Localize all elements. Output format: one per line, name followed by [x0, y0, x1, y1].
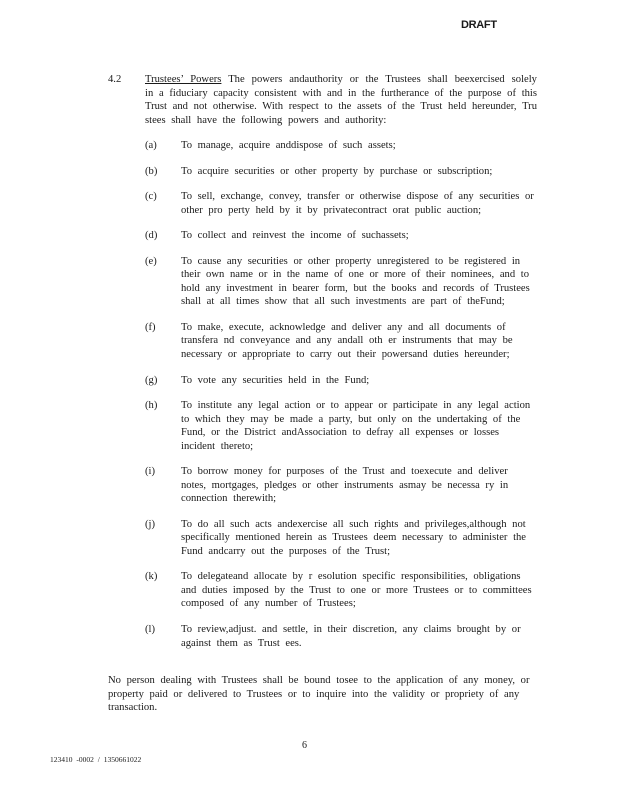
document-id: 123410 -0002 / 1350661022	[50, 755, 142, 764]
item-label: (i)	[145, 466, 155, 478]
list-item	[145, 190, 537, 217]
list-item	[145, 465, 537, 506]
item-text: To vote any securities held in the Fund;	[181, 374, 370, 386]
list-item	[145, 399, 537, 453]
item-label: (c)	[145, 191, 157, 203]
item-text: To sell, exchange, convey, transfer or otherwise dispose of any securities or other pro perty held by it by privatecontract orat public auction;	[181, 191, 534, 216]
section-intro-text: The powers andauthority or the Trustees shall beexercised solely in a fiduciary capacity consistent with and in the furtherance of the purpose of this Trust and not otherwise. With respect to the assets of the Trust held hereunder, Tru stees shall have the following powers and authority:	[145, 74, 537, 126]
list-item	[145, 374, 537, 388]
list-item	[145, 321, 537, 362]
list-item	[145, 139, 537, 153]
item-text: To institute any legal action or to appear or participate in any legal action to which they may be made a party, but only on the undertaking of the Fund, or the District andAssociation to defray all expenses or losses incident thereto;	[181, 400, 531, 452]
page-number: 6	[302, 740, 307, 751]
list-item	[145, 623, 537, 650]
list-item	[145, 570, 537, 611]
item-label: (f)	[145, 321, 156, 333]
item-text: To delegateand allocate by r esolution specific responsibilities, obligations and duties imposed by the Trust to one or more Trustees or to committees composed of any number of Trustees;	[181, 571, 532, 610]
section-title: Trustees’ Powers	[145, 74, 222, 85]
item-label: (a)	[145, 140, 157, 151]
list-item	[145, 518, 537, 559]
item-label: (j)	[145, 518, 155, 530]
item-text: To manage, acquire anddispose of such assets;	[181, 140, 396, 151]
item-text: To acquire securities or other property by purchase or subscription;	[181, 165, 493, 177]
item-label: (k)	[145, 571, 158, 583]
item-text: To borrow money for purposes of the Trust and toexecute and deliver notes, mortgages, pledges or other instruments asmay be necessa ry in connection therewith;	[181, 466, 509, 505]
item-text: To cause any securities or other property unregistered to be registered in their own name or in the name of one or more of their nominees, and to hold any investment in bearer form, but the books and records of Trustees shall at all times show that all such investments are part of theFund;	[181, 255, 530, 308]
item-label: (g)	[145, 374, 158, 386]
draft-watermark-label: DRAFT	[461, 19, 497, 31]
section-intro-paragraph	[145, 73, 537, 127]
section-number: 4.2	[108, 74, 122, 85]
item-text: To make, execute, acknowledge and deliver any and all documents of transfera nd conveyance and any andall oth er instruments that may be necessary or appropriate to carry out their powersand duties hereunder;	[181, 321, 513, 360]
item-label: (e)	[145, 255, 157, 267]
item-label: (d)	[145, 230, 158, 242]
item-label: (l)	[145, 624, 155, 636]
item-label: (h)	[145, 400, 158, 412]
item-label: (b)	[145, 165, 158, 177]
closing-paragraph: No person dealing with Trustees shall be bound tosee to the application of any money, or property paid or delivered to Trustees or to inquire into the validity or propriety of any transaction.	[108, 675, 530, 713]
item-text: To review,adjust. and settle, in their discretion, any claims brought by or against them as Trust ees.	[181, 624, 521, 649]
item-text: To collect and reinvest the income of suchassets;	[181, 230, 409, 242]
list-item	[145, 229, 537, 243]
item-text: To do all such acts andexercise all such rights and privileges,although not specifically mentioned herein as Trustees deem necessary to administer the Fund andcarry out the purposes of the Trust;	[181, 518, 527, 557]
powers-list	[145, 139, 537, 662]
list-item	[145, 165, 537, 179]
list-item	[145, 255, 537, 309]
